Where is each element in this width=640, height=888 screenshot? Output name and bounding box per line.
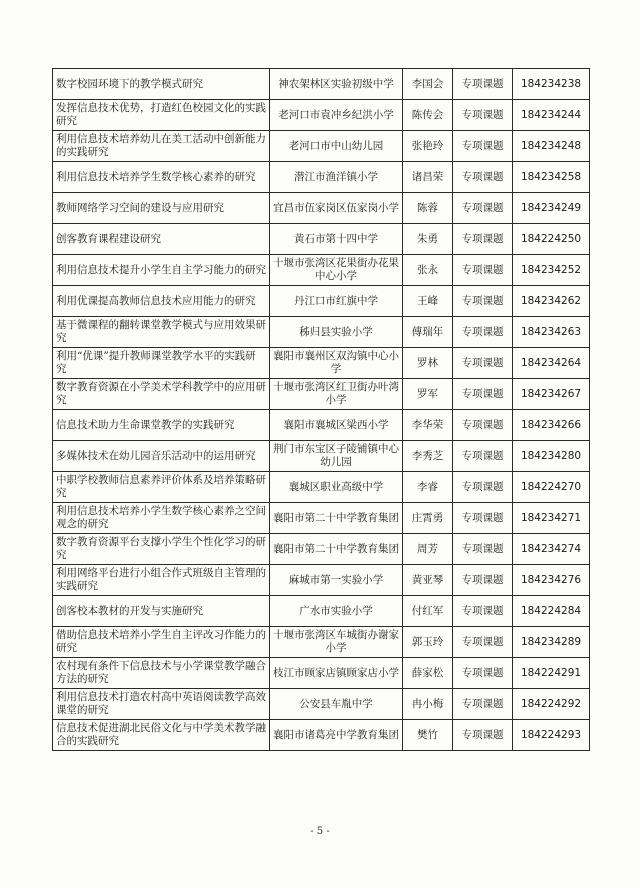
table-row <box>53 131 590 162</box>
table-row <box>53 596 590 627</box>
table-row <box>53 720 590 751</box>
organization-cell: 襄阳市第二十中学教育集团 <box>270 503 403 534</box>
researcher-name-cell: 朱勇 <box>403 224 453 255</box>
project-number-cell: 184224250 <box>513 224 590 255</box>
organization-cell: 潜江市渔洋镇小学 <box>270 162 403 193</box>
project-type-cell: 专项课题 <box>453 720 513 751</box>
organization-cell: 十堰市张湾区车城街办谢家小学 <box>270 627 403 658</box>
project-title-cell: 教师网络学习空间的建设与应用研究 <box>53 193 270 224</box>
project-type-cell: 专项课题 <box>453 286 513 317</box>
project-number-cell: 184234248 <box>513 131 590 162</box>
table-row <box>53 565 590 596</box>
researcher-name-cell: 罗军 <box>403 379 453 410</box>
table-row <box>53 193 590 224</box>
project-title-cell: 利用信息技术培养学生数学核心素养的研究 <box>53 162 270 193</box>
project-number-cell: 184234252 <box>513 255 590 286</box>
organization-cell: 枝江市顾家店镇顾家店小学 <box>270 658 403 689</box>
table-row <box>53 255 590 286</box>
project-number-cell: 184224291 <box>513 658 590 689</box>
table-row <box>53 348 590 379</box>
project-title-cell: 信息技术助力生命课堂教学的实践研究 <box>53 410 270 441</box>
project-type-cell: 专项课题 <box>453 472 513 503</box>
project-title-cell: 利用网络平台进行小组合作式班级自主管理的实践研究 <box>53 565 270 596</box>
table-row <box>53 534 590 565</box>
researcher-name-cell: 诸昌荣 <box>403 162 453 193</box>
project-type-cell: 专项课题 <box>453 658 513 689</box>
table-row <box>53 100 590 131</box>
project-type-cell: 专项课题 <box>453 317 513 348</box>
table-row <box>53 658 590 689</box>
project-type-cell: 专项课题 <box>453 503 513 534</box>
project-type-cell: 专项课题 <box>453 441 513 472</box>
project-type-cell: 专项课题 <box>453 410 513 441</box>
organization-cell: 襄阳市襄城区梁西小学 <box>270 410 403 441</box>
project-type-cell: 专项课题 <box>453 534 513 565</box>
project-type-cell: 专项课题 <box>453 100 513 131</box>
researcher-name-cell: 付红军 <box>403 596 453 627</box>
project-title-cell: 农村现有条件下信息技术与小学课堂教学融合方法的研究 <box>53 658 270 689</box>
project-title-cell: 多媒体技术在幼儿园音乐活动中的运用研究 <box>53 441 270 472</box>
page-number: - 5 - <box>310 826 330 837</box>
organization-cell: 襄阳市第二十中学教育集团 <box>270 534 403 565</box>
project-title-cell: 利用“优课”提升教师课堂教学水平的实践研究 <box>53 348 270 379</box>
table-row <box>53 69 590 100</box>
researcher-name-cell: 庄霄勇 <box>403 503 453 534</box>
organization-cell: 广水市实验小学 <box>270 596 403 627</box>
project-number-cell: 184234289 <box>513 627 590 658</box>
project-number-cell: 184234267 <box>513 379 590 410</box>
researcher-name-cell: 郭玉玲 <box>403 627 453 658</box>
project-number-cell: 184234244 <box>513 100 590 131</box>
project-number-cell: 184224284 <box>513 596 590 627</box>
project-number-cell: 184234266 <box>513 410 590 441</box>
project-type-cell: 专项课题 <box>453 348 513 379</box>
project-title-cell: 利用信息技术培养小学生数学核心素养之空间观念的研究 <box>53 503 270 534</box>
organization-cell: 宜昌市伍家岗区伍家岗小学 <box>270 193 403 224</box>
project-type-cell: 专项课题 <box>453 689 513 720</box>
project-type-cell: 专项课题 <box>453 193 513 224</box>
organization-cell: 麻城市第一实验小学 <box>270 565 403 596</box>
project-number-cell: 184234263 <box>513 317 590 348</box>
project-number-cell: 184234258 <box>513 162 590 193</box>
table-row <box>53 410 590 441</box>
table-row <box>53 627 590 658</box>
project-title-cell: 信息技术促进湖北民俗文化与中学美术教学融合的实践研究 <box>53 720 270 751</box>
project-title-cell: 创客教育课程建设研究 <box>53 224 270 255</box>
project-type-cell: 专项课题 <box>453 596 513 627</box>
table-row <box>53 689 590 720</box>
project-title-cell: 利用信息技术培养幼儿在美工活动中创新能力的实践研究 <box>53 131 270 162</box>
project-number-cell: 184234264 <box>513 348 590 379</box>
researcher-name-cell: 黄亚琴 <box>403 565 453 596</box>
project-table-body <box>53 69 590 751</box>
project-type-cell: 专项课题 <box>453 379 513 410</box>
project-title-cell: 中职学校教师信息素养评价体系及培养策略研究 <box>53 472 270 503</box>
project-type-cell: 专项课题 <box>453 162 513 193</box>
researcher-name-cell: 王峰 <box>403 286 453 317</box>
organization-cell: 公安县车胤中学 <box>270 689 403 720</box>
project-number-cell: 184234271 <box>513 503 590 534</box>
researcher-name-cell: 樊竹 <box>403 720 453 751</box>
project-title-cell: 创客校本教材的开发与实施研究 <box>53 596 270 627</box>
researcher-name-cell: 李秀芝 <box>403 441 453 472</box>
project-type-cell: 专项课题 <box>453 69 513 100</box>
organization-cell: 黄石市第十四中学 <box>270 224 403 255</box>
project-number-cell: 184234274 <box>513 534 590 565</box>
researcher-name-cell: 傅瑞年 <box>403 317 453 348</box>
organization-cell: 秭归县实验小学 <box>270 317 403 348</box>
project-number-cell: 184234249 <box>513 193 590 224</box>
researcher-name-cell: 冉小梅 <box>403 689 453 720</box>
project-number-cell: 184234238 <box>513 69 590 100</box>
project-number-cell: 184224270 <box>513 472 590 503</box>
researcher-name-cell: 李华荣 <box>403 410 453 441</box>
table-row <box>53 503 590 534</box>
organization-cell: 荆门市东宝区子陵铺镇中心幼儿园 <box>270 441 403 472</box>
project-title-cell: 数字教育资源平台支撑小学生个性化学习的研究 <box>53 534 270 565</box>
organization-cell: 老河口市袁冲乡纪洪小学 <box>270 100 403 131</box>
project-title-cell: 利用优课提高教师信息技术应用能力的研究 <box>53 286 270 317</box>
researcher-name-cell: 李国会 <box>403 69 453 100</box>
researcher-name-cell: 陈蓉 <box>403 193 453 224</box>
table-row <box>53 379 590 410</box>
project-title-cell: 数字校园环境下的教学模式研究 <box>53 69 270 100</box>
organization-cell: 襄城区职业高级中学 <box>270 472 403 503</box>
project-type-cell: 专项课题 <box>453 224 513 255</box>
table-row <box>53 472 590 503</box>
organization-cell: 丹江口市红旗中学 <box>270 286 403 317</box>
project-title-cell: 利用信息技术提升小学生自主学习能力的研究 <box>53 255 270 286</box>
table-row <box>53 286 590 317</box>
researcher-name-cell: 李睿 <box>403 472 453 503</box>
project-type-cell: 专项课题 <box>453 131 513 162</box>
researcher-name-cell: 薛家松 <box>403 658 453 689</box>
organization-cell: 十堰市张湾区花果街办花果中心小学 <box>270 255 403 286</box>
project-type-cell: 专项课题 <box>453 627 513 658</box>
researcher-name-cell: 张永 <box>403 255 453 286</box>
project-number-cell: 184234280 <box>513 441 590 472</box>
table-row <box>53 162 590 193</box>
table-row <box>53 317 590 348</box>
researcher-name-cell: 张艳玲 <box>403 131 453 162</box>
project-number-cell: 184234262 <box>513 286 590 317</box>
project-title-cell: 利用信息技术打造农村高中英语阅读教学高效课堂的研究 <box>53 689 270 720</box>
organization-cell: 老河口市中山幼儿园 <box>270 131 403 162</box>
project-title-cell: 基于微课程的翻转课堂教学模式与应用效果研究 <box>53 317 270 348</box>
organization-cell: 襄阳市襄州区双沟镇中心小学 <box>270 348 403 379</box>
project-type-cell: 专项课题 <box>453 565 513 596</box>
project-type-cell: 专项课题 <box>453 255 513 286</box>
project-number-cell: 184234276 <box>513 565 590 596</box>
organization-cell: 神农架林区实验初级中学 <box>270 69 403 100</box>
project-title-cell: 数字教育资源在小学美术学科教学中的应用研究 <box>53 379 270 410</box>
organization-cell: 十堰市张湾区红卫街办叶湾小学 <box>270 379 403 410</box>
researcher-name-cell: 周芳 <box>403 534 453 565</box>
researcher-name-cell: 罗林 <box>403 348 453 379</box>
organization-cell: 襄阳市诸葛亮中学教育集团 <box>270 720 403 751</box>
project-title-cell: 借助信息技术培养小学生自主评改习作能力的研究 <box>53 627 270 658</box>
table-row <box>53 441 590 472</box>
project-table <box>52 68 590 751</box>
project-number-cell: 184224293 <box>513 720 590 751</box>
project-number-cell: 184224292 <box>513 689 590 720</box>
table-row <box>53 224 590 255</box>
researcher-name-cell: 陈传会 <box>403 100 453 131</box>
project-title-cell: 发挥信息技术优势，打造红色校园文化的实践研究 <box>53 100 270 131</box>
